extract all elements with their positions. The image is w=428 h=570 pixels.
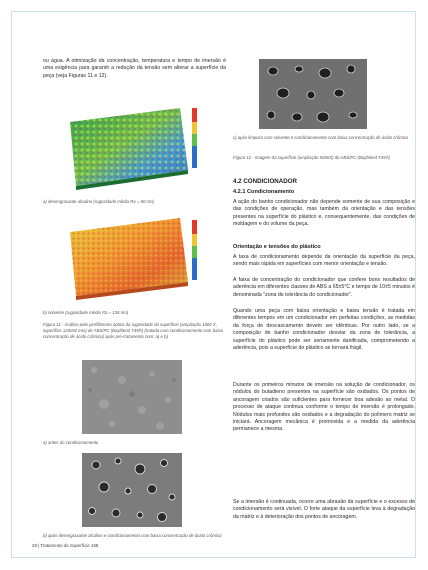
fig12b-caption: b) após desengraxante alcalino e condicionamento com baixa concentração de ácido crômico <box>43 533 222 538</box>
conditioner-paragraph-4: Quando uma peça com baixa orientação e baixa tensão é tratada em diferentes tempos em um condicionador em perfeitas condições, as medidas da força de descascamento devem ser idênticas. Por outro lado, se a composição de banho condicionador desviar da zona de tolerância, a superfície do plástico pode ser seriamente danificada, comprometendo a aderência, pois a superfície do plástico se tornará frágil. <box>233 308 415 352</box>
fig12a-caption: a) antes do condicionamento <box>43 440 99 445</box>
subsection-heading: 4.2.1 Condicionamento <box>233 189 295 195</box>
publication-name: Tratamento de Superfície 168 <box>40 543 99 548</box>
orientation-heading: Orientação e tensões do plástico <box>233 244 321 250</box>
conditioner-paragraph-1: A ação do banho condicionador não depende somente de sua composição e das condições de operação, mas também da orientação e das tensões presentes na superfície do plástico e, consequentemente, das condições de moldagem e do volume da peça. <box>233 199 415 228</box>
fig12-caption: Figura 12 - Imagem da superfície (ampliação 5000X) do ABS/PC (Bayblend T45®) <box>233 155 391 160</box>
intro-paragraph: ou água. A otimização da concentração, temperatura e tempo de imersão é uma exigência para garantir a redução da tensão sem alterar a superfície da peça (veja Figuras 11 e 12). <box>43 58 226 79</box>
sem-before-conditioning-image <box>82 360 182 434</box>
sem-solvent-image <box>259 59 367 129</box>
fig12c-caption: c) após limpeza com solvente e condicionamento com baixa concentração de ácido crômico <box>233 135 409 140</box>
footer <box>32 543 98 548</box>
roughness-map-a-image <box>62 100 202 192</box>
page <box>11 11 416 558</box>
conditioner-paragraph-5: Durante os primeiros minutos de imersão na solução de condicionador, os nódulos do butadieno presentes na superfície são oxidados. Os pontos de ancoragem criados são suficientes para fornecer boa adesão ao metal. O processo de ataque continua conforme o tempo de imersão é prolongado. Nódulos mais profundos são oxidados e a degradação do polímero matriz se iniciará. Ancoragem mecânica é promovida e a medida da aderência permanece a mesma. <box>233 382 415 433</box>
roughness-map-b-image <box>62 212 202 304</box>
fig11b-caption: b) solvente (rugosidade média Ra = 136 nm) <box>43 310 129 315</box>
fig11a-caption: a) desengraxante alcalino (rugosidade média Ra = 50 nm) <box>43 199 154 204</box>
footer-separator: | <box>38 543 40 548</box>
page-number: 28 <box>32 543 37 548</box>
sem-alkaline-degreaser-image <box>82 453 182 527</box>
conditioner-paragraph-6: Se a imersão é continuada, ocorre uma abrasão da superfície e o excesso de condicionamento será visível. O forte ataque da superfície leva à degradação da matriz e à deterioração dos pontos de ancoragem. <box>233 499 415 520</box>
conditioner-paragraph-2: A taxa de condicionamento depende da orientação da superfície da peça, sendo mais rápida em superfícies com menor orientação e tensão. <box>233 254 415 268</box>
fig11-caption: Figura 11 - Análise pelo perfilômetro óptico da rugosidade da superfície (ampliação 1800 X, superfície 120x92 mm) de ABS/PC (Bayblend T45®) (tratado com condicionamento com baixa concentração de ácido crômico) após pré-tratamento com: a) e b) <box>43 322 223 339</box>
conditioner-paragraph-3: A faixa de concentração do condicionador que confere bons resultados de aderência em diferentes classes de ABS a 65±5°C e tempo de 10±5 minutos é denominada "zona de tolerância do condicionador". <box>233 277 415 298</box>
section-heading: 4.2 CONDICIONADOR <box>233 178 297 185</box>
